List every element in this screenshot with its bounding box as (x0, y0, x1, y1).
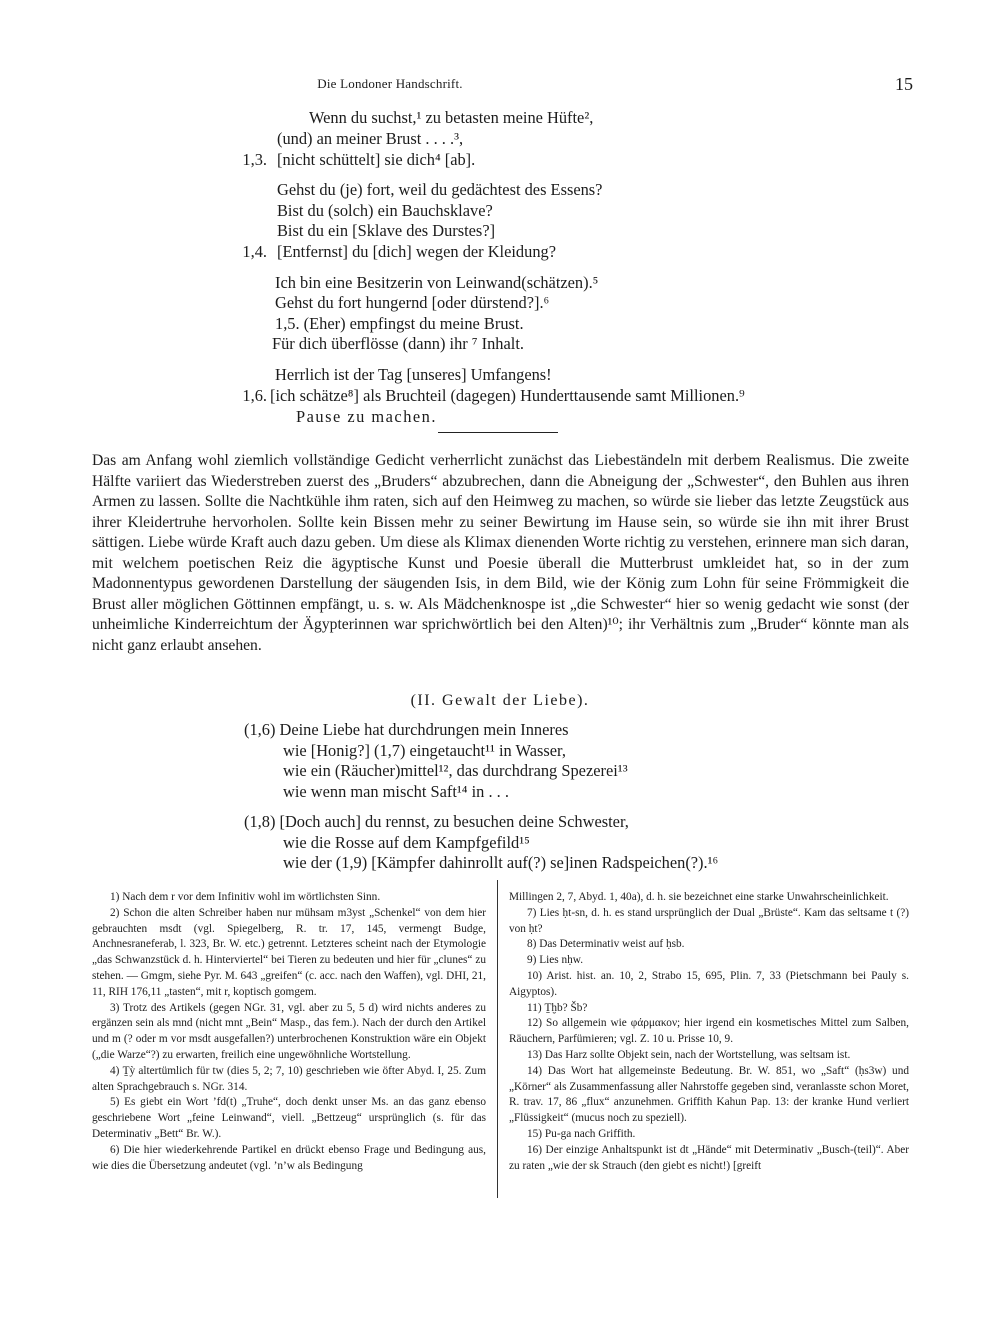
poem-line: Für dich überflösse (dann) ihr ⁷ Inhalt. (272, 334, 524, 353)
poem-line: wie [Honig?] (1,7) eingetaucht¹¹ in Wasser, (283, 741, 566, 760)
footnote-column-divider (497, 880, 498, 1198)
poem-line: wie die Rosse auf dem Kampfgefild¹⁵ (283, 833, 530, 852)
footnote: 10) Arist. hist. an. 10, 2, Strabo 15, 695, Plin. 7, 33 (Pietschmann bei Pauly s. Aigyptos). (509, 969, 909, 998)
paragraph-text: Das am Anfang wohl ziemlich vollständige Gedicht verherrlicht zunächst das Liebeständeln mit derbem Realismus. Die zweite Hälfte variiert das Wiederstreben zuerst des „Bruders“ abzubrechen, dann die Abneigung der „Schwester“, den Buhlen aus ihren Armen zu lassen. Sollte die Nachtkühle ihm raten, sich auf den Heimweg zu machen, so würde sie lieber das letzte Zeugstück aus ihrer Kleidertruhe hervorholen. Sollte kein Bissen mehr zu seiner Bewirtung im Hause sein, so würde sie ihn mit ihrer Brust sättigen. Liebe würde Kraft auch dazu geben. Um diese als Klimax dienenden Worte richtig zu verstehen, erinnere man sich daran, mit welchem poetischen Reiz die ägyptische Kunst und Poesie überall die Mutterbrust umkleidet hat, so in der zum Madonnentypus gewordenen Darstellung der säugenden Isis, in dem Bild, wie der König zum Lohn für seine Frömmigkeit die Brust aller möglichen Göttinnen empfängt, u. s. w. Als Mädchenknospe ist „die Schwester“ hier so wenig gedacht wie sonst (der unheimliche Kinderreichtum der Ägypterinnen war sprichwörtlich bei den Alten)¹⁰; ihr Verhältnis zum „Bruder“ könnte man als nicht ganz erlaubt ansehen. (92, 452, 909, 654)
footnote: 6) Die hier wiederkehrende Partikel en drückt ebenso Frage und Bedingung aus, wie dies die Übersetzung andeutet (vgl. ’n’w als Bedingung (92, 1143, 486, 1172)
page-number: 15 (895, 74, 913, 94)
footnote: 3) Trotz des Artikels (gegen NGr. 31, vgl. aber zu 5, 5 d) wird nichts anderes zu ergänzen sein als mnd (nicht mnt „Bein“ Masp., das fem.). Nach der durch den Artikel und m (? oder m vor msdt ausgefallen?) unterbrochenen Konstruktion wäre ein Objekt („die Warze“?) zu erwarten, freilich eine ungewöhnliche Wortstellung. (92, 1001, 486, 1061)
footnote: 5) Es giebt ein Wort ’fd(t) „Truhe“, doch denkt unser Ms. an das ganz ebenso geschriebene Wort „feine Leinwand“, viell. „Bettzeug“ ursprünglich (s. für das Determinativ „Bett“ Br. W.). (92, 1096, 486, 1140)
poem-line: [ich schätze⁸] als Bruchteil (dagegen) Hunderttausende samt Millionen.⁹ (270, 386, 745, 405)
poem-line: [Entfernst] du [dich] wegen der Kleidung? (277, 242, 556, 261)
poem-line: (und) an meiner Brust . . . .³, (277, 129, 464, 148)
footnotes-left-column (92, 890, 486, 1174)
footnote: 9) Lies nḥw. (527, 954, 584, 967)
footnote: 1) Nach dem r vor dem Infinitiv wohl im wörtlichsten Sinn. (110, 891, 381, 903)
footnote: 12) So allgemein wie φάρμακον; hier irgend ein kosmetisches Mittel zum Salben, Räuchern, Parfümieren; vgl. Z. 10 u. Prisse 10, 9. (509, 1017, 909, 1046)
poem-line: wie ein (Räucher)mittel¹², das durchdrang Spezerei¹³ (283, 761, 628, 780)
poem-line: (1,6) Deine Liebe hat durchdrungen mein Inneres (244, 720, 569, 739)
footnote: 14) Das Wort hat allgemeinste Bedeutung. Br. W. 851, wo „Saft“ (ḥs3w) und „Körner“ als Zusammenfassung aller Nahrstoffe gegeben sind, veranlasste schon Moret, R. trav. 17, 86 „flux“ anzunehmen. Griffith Kahun Pap. 13: der kranke Hund verliert „Flüssigkeit“ (mucus noch zu speziell). (509, 1064, 909, 1125)
poem-line: [nicht schüttelt] sie dich⁴ [ab]. (277, 150, 476, 169)
poem-line: Gehst du fort hungernd [oder dürstend?].⁶ (275, 293, 550, 312)
footnote: 2) Schon die alten Schreiber haben nur mühsam m3yst „Schenkel“ von dem hier gebrauchten msdt (vgl. Spiegelberg, R. tr. 17, 145, vermengt Budge, Anchnesraneferab, l. 323, Br. W. etc.) getrennt. Letzteres scheint nach der Etymologie „das Schwanzstück d. h. Hinterviertel“ bei Tieren zu bedeuten und hier für „clunes“ zu stehen. — Gmgm, siehe Pyr. M. 643 „greifen“ (c. acc. nach den Waffen), vgl. DHI, 21, 11, RIH 176,11 „tasten“, mit r, koptisch gomgem. (92, 906, 486, 998)
line-number: 1,3. (242, 150, 267, 169)
poem-line: Bist du ein [Sklave des Durstes?] (277, 221, 496, 240)
poem-line: Bist du (solch) ein Bauchsklave? (277, 201, 493, 220)
line-number: 1,4. (242, 242, 267, 261)
footnote: 4) Ṯỳ altertümlich für tw (dies 5, 2; 7, 10) geschrieben wie öfter Abyd. I, 25. Zum alten Sprachgebrauch s. NGr. 314. (92, 1064, 486, 1093)
footnote: 7) Lies ḥt-sn, d. h. es stand ursprünglich der Dual „Brüste“. Kam das seltsame t (?) von ḥt? (509, 906, 909, 935)
poem-line: wie wenn man mischt Saft¹⁴ in . . . (283, 782, 509, 801)
footnote: 8) Das Determinativ weist auf ḥsb. (527, 938, 685, 951)
running-title: Die Londoner Handschrift. (317, 76, 463, 91)
poem-line: wie der (1,9) [Kämpfer dahinrollt auf(?) se]inen Radspeichen(?).¹⁶ (283, 853, 719, 872)
poem-line: Herrlich ist der Tag [unseres] Umfangens! (275, 365, 552, 384)
poem-line: Pause zu machen. (296, 407, 437, 426)
footnote: 16) Der einzige Anhaltspunkt ist dt „Hände“ mit Determinativ „Busch-(teil)“. Aber zu raten „wie der sk Strauch (den giebt es nicht!) [greift (509, 1143, 909, 1172)
footnote: 11) Ṯḫb? Šb? (527, 1001, 588, 1014)
footnote: 13) Das Harz sollte Objekt sein, nach der Wortstellung, was seltsam ist. (527, 1048, 851, 1061)
footnotes-right-column (509, 890, 909, 1174)
poem-line: Gehst du (je) fort, weil du gedächtest des Essens? (277, 180, 603, 199)
poem-line: 1,5. (Eher) empfingst du meine Brust. (275, 314, 524, 333)
poem-line: Ich bin eine Besitzerin von Leinwand(schätzen).⁵ (275, 273, 599, 292)
section-divider-rule (438, 432, 558, 433)
footnote: 15) Pu-ga nach Griffith. (527, 1127, 636, 1140)
commentary-paragraph (92, 451, 909, 656)
poem-line: Wenn du suchst,¹ zu betasten meine Hüfte², (309, 108, 594, 127)
footnote-continuation: Millingen 2, 7, Abyd. 1, 40a), d. h. sie bezeichnet eine starke Unwahrscheinlichkeit. (509, 891, 889, 903)
section-heading: (II. Gewalt der Liebe). (410, 692, 590, 709)
line-number: 1,6. (242, 386, 267, 405)
poem-line: (1,8) [Doch auch] du rennst, zu besuchen deine Schwester, (244, 812, 629, 831)
